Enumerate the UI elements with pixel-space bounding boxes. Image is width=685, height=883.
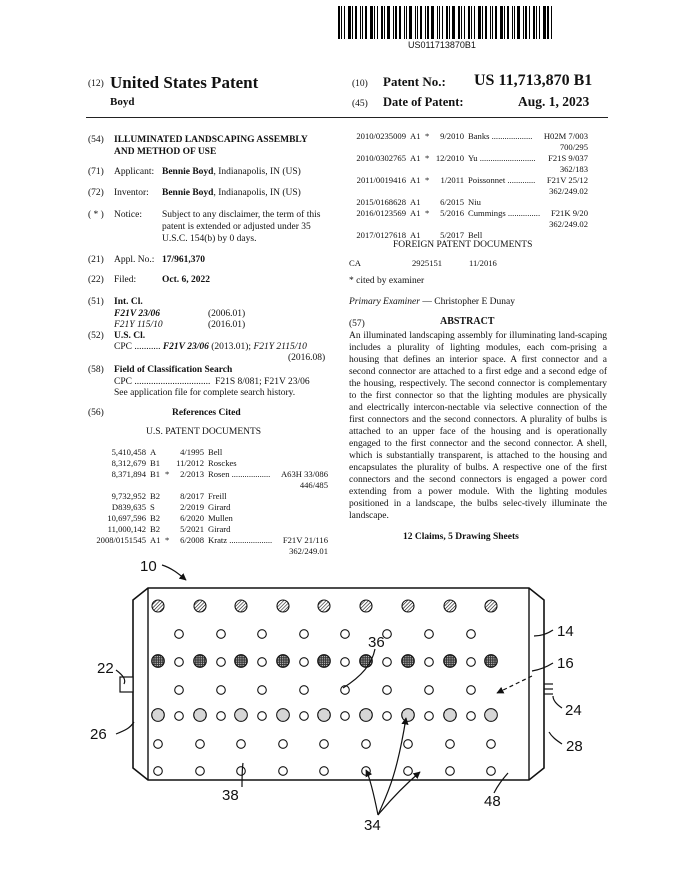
bulb (341, 712, 350, 721)
bulb (425, 686, 434, 695)
bulb (425, 630, 434, 639)
reference-num: 11,000,142 (107, 524, 146, 534)
bulb (258, 658, 267, 667)
barcode-bar (495, 6, 497, 39)
reference-kind: A1 (410, 131, 421, 141)
barcode-bar (449, 6, 450, 39)
applicant-label: Applicant: (114, 167, 155, 177)
bulb (175, 630, 184, 639)
field-search-cpc: CPC ................................ F21S 8/081; F21V 23/06 (114, 377, 310, 387)
reference-date: 2/2019 (180, 502, 204, 512)
bulb (467, 686, 476, 695)
bulb (300, 686, 309, 695)
int-cl-label: Int. Cl. (114, 297, 143, 307)
label-26: 26 (90, 726, 107, 743)
barcode-bar (458, 6, 460, 39)
barcode-bar (482, 6, 483, 39)
bulb (237, 740, 246, 749)
reference-cls: 446/485 (299, 480, 328, 490)
bulb (402, 655, 415, 668)
barcode-bar (355, 6, 357, 39)
reference-star: * (165, 535, 170, 545)
reference-name: Poissonnet ............. (468, 175, 536, 185)
reference-num: 2011/0019416 (356, 175, 406, 185)
reference-date: 9/2010 (440, 131, 464, 141)
bulb (279, 767, 288, 776)
int-cl-2: F21Y 115/10 (114, 320, 163, 330)
barcode-bar (406, 6, 407, 39)
reference-name: Bell (468, 230, 483, 240)
barcode-bar (395, 6, 397, 39)
barcode-bar (490, 6, 491, 39)
int-cl-2-date: (2016.01) (208, 320, 246, 330)
bulb (318, 709, 331, 722)
applicant (162, 166, 301, 178)
bulb (360, 600, 372, 612)
barcode (338, 6, 558, 39)
us-cl-cpc-prefix: CPC ........... (114, 342, 161, 352)
bulb (487, 767, 496, 776)
reference-date: 11/2012 (176, 458, 204, 468)
field-search-see: See application file for complete search history. (114, 388, 296, 398)
int-cl-1-date: (2006.01) (208, 309, 246, 319)
barcode-bar (536, 6, 537, 39)
barcode-bar (474, 6, 475, 39)
reference-cls: F21V 25/12 (546, 175, 588, 185)
barcode-bar (551, 6, 552, 39)
first-connector (120, 677, 133, 692)
barcode-bar (348, 6, 351, 39)
reference-date: 6/2008 (180, 535, 204, 545)
barcode-bar (374, 6, 375, 39)
reference-num: 2010/0235009 (356, 131, 406, 141)
bulb (467, 630, 476, 639)
inventor-label: Inventor: (114, 188, 149, 198)
us-cl-cpc-second: F21Y 2115/10 (253, 342, 307, 352)
int-cl-1: F21V 23/06 (114, 309, 161, 319)
code-58: (58) (88, 365, 104, 375)
code-45: (45) (352, 99, 368, 109)
barcode-bar (377, 6, 378, 39)
barcode-bar (464, 6, 465, 39)
us-cl-cpc-second-date: (2016.08) (288, 353, 326, 363)
foreign-heading: FOREIGN PATENT DOCUMENTS (393, 240, 533, 250)
barcode-bar (341, 6, 342, 39)
barcode-bar (362, 6, 363, 39)
bulb (217, 630, 226, 639)
foreign-date: 11/2016 (469, 258, 497, 268)
foreign-country: CA (349, 258, 361, 268)
bulb (444, 655, 457, 668)
patent-title: United States Patent (110, 73, 259, 92)
foreign-number: 2925151 (412, 258, 443, 268)
bulb (485, 600, 497, 612)
examiner-label: Primary Examiner (349, 297, 420, 307)
reference-date: 1/2011 (440, 175, 464, 185)
reference-name: Banks ................... (468, 131, 533, 141)
reference-star: * (425, 208, 430, 218)
reference-name: Bell (208, 447, 223, 457)
reference-num: 2017/0127618 (356, 230, 406, 240)
bulb (341, 630, 350, 639)
bulb (258, 712, 267, 721)
label-36: 36 (368, 634, 385, 651)
filed-label: Filed: (114, 275, 137, 285)
code-21: (21) (88, 255, 104, 265)
bulb (487, 740, 496, 749)
bulb (217, 686, 226, 695)
field-search-label: Field of Classification Search (114, 365, 233, 375)
barcode-bar (437, 6, 438, 39)
abstract-heading: ABSTRACT (440, 316, 495, 327)
reference-name: Girard (208, 524, 231, 534)
bulb (194, 600, 206, 612)
inventor-location: , Indianapolis, IN (US) (213, 188, 301, 198)
reference-date: 2/2013 (180, 469, 204, 479)
reference-kind: A1 (410, 208, 421, 218)
housing-outline (133, 588, 544, 780)
bulb (467, 658, 476, 667)
code-22: (22) (88, 275, 104, 285)
bulb (485, 655, 498, 668)
code-10: (10) (352, 79, 368, 89)
reference-num: 5,410,458 (111, 447, 146, 457)
barcode-bar (504, 6, 505, 39)
notice-line-3: U.S.C. 154(b) by 0 days. (162, 234, 257, 244)
patent-date: Aug. 1, 2023 (518, 94, 590, 109)
reference-kind: B2 (150, 513, 161, 523)
label-22: 22 (97, 660, 114, 677)
barcode-bar (425, 6, 426, 39)
bulb (320, 767, 329, 776)
reference-kind: A (150, 447, 157, 457)
bulb (277, 655, 290, 668)
header-rule (86, 117, 608, 118)
inventor (162, 187, 301, 199)
label-16: 16 (557, 655, 574, 672)
barcode-bar (547, 6, 549, 39)
reference-cls: F21K 9/20 (550, 208, 588, 218)
bulb (404, 767, 413, 776)
code-57: (57) (349, 319, 365, 329)
bulb (300, 712, 309, 721)
barcode-bar (529, 6, 530, 39)
barcode-bar (446, 6, 448, 39)
reference-cls: F21S 9/037 (548, 153, 588, 163)
reference-kind: B2 (150, 524, 161, 534)
barcode-bar (415, 6, 416, 39)
reference-date: 6/2015 (440, 197, 464, 207)
barcode-bar (420, 6, 422, 39)
inventor-name: Bennie Boyd (162, 188, 214, 198)
label-34: 34 (364, 817, 381, 834)
reference-num: D839,635 (111, 502, 146, 512)
examiner-name: Christopher E Dunay (434, 297, 515, 307)
notice-code: ( * ) (88, 210, 104, 220)
bulb (362, 740, 371, 749)
reference-name: Rosen .................. (208, 469, 271, 479)
us-cl-label: U.S. Cl. (114, 331, 146, 341)
barcode-bar (485, 6, 487, 39)
barcode-bar (393, 6, 394, 39)
bulb (402, 709, 415, 722)
bulb (277, 600, 289, 612)
bulb (360, 709, 373, 722)
reference-star: * (425, 131, 430, 141)
reference-name: Kratz .................... (208, 535, 273, 545)
barcode-bar (387, 6, 390, 39)
barcode-bar (431, 6, 434, 39)
barcode-bar (543, 6, 546, 39)
label-38: 38 (222, 787, 239, 804)
bulb (383, 712, 392, 721)
appl-no: 17/961,370 (162, 255, 206, 265)
reference-num: 2008/0151545 (96, 535, 146, 545)
abstract-text: An illuminated landscaping assembly for illuminating land-scaping includes a plurality of lighting modules, each com-prising a housing that defines an interior space. A first connector and a second connector are attached to a first edge and a second edge of the housing, respectively. The second connector is complementary to the first connector so that the lighting modules are physically and electrically intercon-nectable via selective connection of the first connectors and the second connectors. A plurality of bulbs is attached to an upper face of the housing and is operationally engaged to the first connector and the second connector. A shell, which is substantially transparent, is attached to the housing and encapsulates the plurality of bulbs. A respective one of the first connectors and the second connectors is engaged a power cord extending from a power module. With the lighting modules positioned in a landscape, the bulbs selec-tively illuminate the landscape. (349, 331, 607, 521)
us-cl-cpc (114, 341, 307, 353)
applicant-name: Bennie Boyd (162, 167, 214, 177)
barcode-bar (338, 6, 340, 39)
bulb (467, 712, 476, 721)
barcode-bar (399, 6, 401, 39)
reference-cls: H02M 7/003 (543, 131, 588, 141)
reference-name: Cummings ............... (468, 208, 541, 218)
reference-cls: 362/249.02 (549, 186, 588, 196)
reference-num: 10,697,596 (107, 513, 146, 523)
us-cl-cpc-main: F21V 23/06 (162, 342, 209, 352)
title-line-1: ILLUMINATED LANDSCAPING ASSEMBLY (114, 135, 308, 145)
reference-cls: A63H 33/086 (280, 469, 328, 479)
barcode-bar (442, 6, 443, 39)
barcode-bar (370, 6, 373, 39)
reference-star: * (165, 469, 170, 479)
reference-date: 5/2021 (180, 524, 204, 534)
bulb (258, 630, 267, 639)
barcode-bar (514, 6, 515, 39)
reference-name: Girard (208, 502, 231, 512)
reference-kind: B2 (150, 491, 161, 501)
barcode-bar (525, 6, 527, 39)
applicant-location: , Indianapolis, IN (US) (213, 167, 301, 177)
barcode-bar (409, 6, 412, 39)
reference-name: Niu (468, 197, 481, 207)
label-24: 24 (565, 702, 582, 719)
barcode-bar (439, 6, 440, 39)
barcode-bar (427, 6, 429, 39)
bulb (300, 630, 309, 639)
inventor-surname: Boyd (110, 96, 135, 108)
barcode-bar (523, 6, 524, 39)
bulb (300, 658, 309, 667)
label-48: 48 (484, 793, 501, 810)
bulb (318, 655, 331, 668)
bulb (444, 709, 457, 722)
reference-kind: A1 (410, 175, 421, 185)
bulb (444, 600, 456, 612)
barcode-bar (452, 6, 455, 39)
reference-date: 6/2020 (180, 513, 204, 523)
second-connector (544, 684, 553, 694)
bulb (237, 767, 246, 776)
label-10: 10 (140, 558, 157, 575)
patent-drawing (0, 550, 685, 883)
barcode-bar (417, 6, 418, 39)
references-cited-label: References Cited (172, 408, 241, 418)
reference-kind: B1 (150, 469, 161, 479)
bulb (152, 709, 165, 722)
claims-summary: 12 Claims, 5 Drawing Sheets (403, 532, 519, 542)
reference-name: Rosckes (208, 458, 237, 468)
reference-cls: 362/249.02 (549, 219, 588, 229)
reference-kind: A1 (150, 535, 161, 545)
reference-name: Yu .......................... (468, 153, 536, 163)
reference-date: 5/2016 (440, 208, 464, 218)
bulb (277, 709, 290, 722)
primary-examiner (349, 296, 515, 308)
patent-no-label: Patent No.: (383, 74, 446, 89)
barcode-bar (344, 6, 345, 39)
bulb (175, 686, 184, 695)
reference-date: 8/2017 (180, 491, 204, 501)
barcode-bar (352, 6, 353, 39)
bulb (175, 712, 184, 721)
code-52: (52) (88, 331, 104, 341)
date-label: Date of Patent: (383, 95, 464, 109)
bulb (196, 767, 205, 776)
bulb (217, 658, 226, 667)
reference-num: 8,312,679 (111, 458, 146, 468)
title-line-2: AND METHOD OF USE (114, 147, 217, 157)
barcode-number: US011713870B1 (408, 40, 476, 50)
code-56: (56) (88, 408, 104, 418)
bulb (383, 658, 392, 667)
bulb (175, 658, 184, 667)
reference-kind: A1 (410, 230, 421, 240)
reference-num: 2010/0302765 (356, 153, 406, 163)
barcode-bar (533, 6, 535, 39)
bulb (235, 600, 247, 612)
bulb (217, 712, 226, 721)
barcode-bar (478, 6, 481, 39)
reference-num: 2016/0123569 (356, 208, 406, 218)
reference-kind: S (150, 502, 155, 512)
notice-line-2: patent is extended or adjusted under 35 (162, 222, 311, 232)
us-cl-cpc-date: (2013.01); (208, 342, 254, 352)
reference-num: 2015/0168628 (356, 197, 406, 207)
bulb (404, 740, 413, 749)
barcode-bar (404, 6, 405, 39)
notice-line-1: Subject to any disclaimer, the term of this (162, 210, 321, 220)
barcode-bar (512, 6, 513, 39)
bulb (235, 655, 248, 668)
bulb (341, 658, 350, 667)
us-patent-documents-heading: U.S. PATENT DOCUMENTS (146, 427, 262, 437)
reference-name: Mullen (208, 513, 233, 523)
bulb (320, 740, 329, 749)
bulb (235, 709, 248, 722)
reference-cls: F21V 21/116 (282, 535, 328, 545)
reference-date: 5/2017 (440, 230, 464, 240)
reference-star: * (425, 175, 430, 185)
code-71: (71) (88, 167, 104, 177)
cited-by-examiner: * cited by examiner (349, 276, 425, 286)
barcode-bar (492, 6, 493, 39)
appl-no-label: Appl. No.: (114, 255, 155, 265)
reference-date: 4/1995 (180, 447, 204, 457)
bulb (446, 740, 455, 749)
label-28: 28 (566, 738, 583, 755)
patent-number: US 11,713,870 B1 (474, 72, 593, 89)
barcode-bar (461, 6, 462, 39)
barcode-bar (500, 6, 503, 39)
reference-name: Freill (208, 491, 227, 501)
bulb (279, 740, 288, 749)
label-14: 14 (557, 623, 574, 640)
reference-cls: 700/295 (559, 142, 588, 152)
bulb (383, 686, 392, 695)
code-72: (72) (88, 188, 104, 198)
reference-kind: A1 (410, 153, 421, 163)
bulb (196, 740, 205, 749)
examiner-sep: — (419, 297, 435, 307)
bulb (152, 600, 164, 612)
reference-kind: B1 (150, 458, 161, 468)
code-51: (51) (88, 297, 104, 307)
barcode-bar (471, 6, 472, 39)
bulb (154, 740, 163, 749)
reference-cls: 362/183 (559, 164, 588, 174)
code-54: (54) (88, 135, 104, 145)
bulb (318, 600, 330, 612)
filed-date: Oct. 6, 2022 (162, 275, 211, 285)
bulb (402, 600, 414, 612)
notice-label: Notice: (114, 210, 142, 220)
bulb-grid (152, 600, 498, 775)
reference-date: 12/2010 (435, 153, 464, 163)
barcode-bar (507, 6, 509, 39)
reference-cls: 362/249.01 (289, 546, 328, 556)
code-12: (12) (88, 79, 104, 89)
reference-num: 8,371,894 (111, 469, 146, 479)
bulb (154, 767, 163, 776)
reference-star: * (425, 153, 430, 163)
bulb (258, 686, 267, 695)
bulb (485, 709, 498, 722)
barcode-bar (360, 6, 361, 39)
bulb (425, 712, 434, 721)
reference-kind: A1 (410, 197, 421, 207)
barcode-bar (381, 6, 383, 39)
barcode-bar (384, 6, 385, 39)
bulb (152, 655, 165, 668)
barcode-bar (517, 6, 520, 39)
bulb (425, 658, 434, 667)
reference-num: 9,732,952 (111, 491, 146, 501)
barcode-bar (539, 6, 540, 39)
barcode-bar (468, 6, 470, 39)
bulb (194, 709, 207, 722)
reference-numerals (90, 558, 583, 834)
bulb (194, 655, 207, 668)
bulb (446, 767, 455, 776)
barcode-bar (365, 6, 367, 39)
